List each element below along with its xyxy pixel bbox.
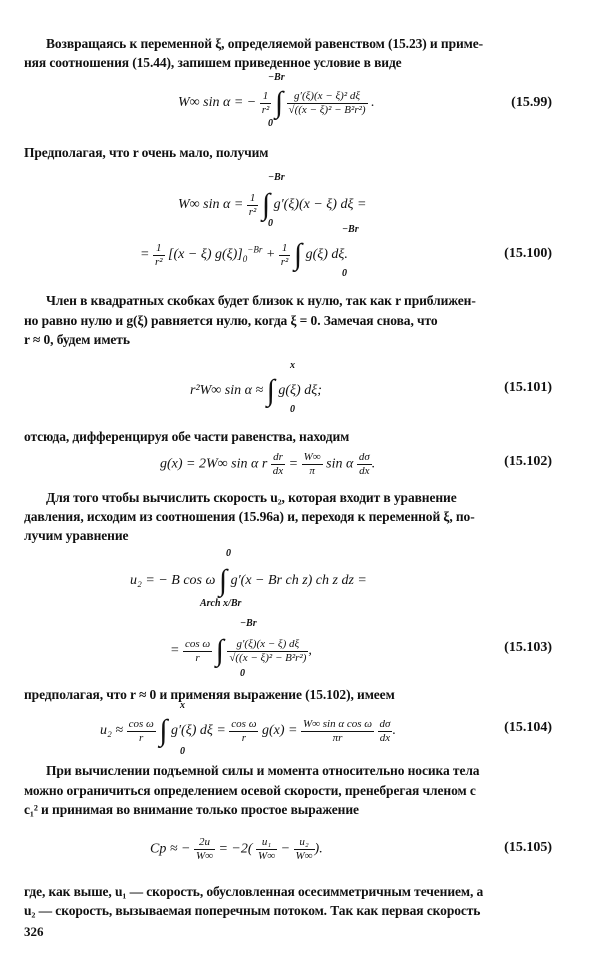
lower-limit: 0	[290, 404, 295, 415]
equation-number: (15.101)	[504, 380, 552, 395]
frac-bottom: W∞	[295, 850, 313, 862]
equation-number: (15.104)	[504, 720, 552, 735]
integral-sign: ∫	[218, 564, 228, 597]
eq-body: g′(ξ) dξ =	[170, 723, 226, 739]
eq-body: g′(x − Br ch z) ch z dz =	[230, 573, 367, 589]
eq-tail: ).	[314, 841, 323, 857]
equals-sign: =	[288, 456, 299, 472]
frac-bottom: r²	[280, 255, 289, 268]
integral-sign: ∫	[215, 634, 224, 667]
eq-body: [(x − ξ) g(ξ)]	[168, 247, 243, 263]
frac-top: g′(ξ)(x − ξ) dξ	[227, 638, 308, 652]
text-line: Член в квадратных скобках будет близок к нулю, так как r приближен-	[46, 293, 476, 308]
text-line: няя соотношения (15.44), запишем приведенное условие в виде	[24, 55, 402, 70]
eq-body: g(x) =	[261, 723, 298, 739]
frac-top: cos ω	[231, 717, 257, 730]
frac-bottom: dx	[272, 465, 284, 477]
text-line: можно ограничиться определением осевой скорости, пренебрегая членом с	[24, 783, 476, 798]
integral-sign: ∫	[274, 86, 284, 119]
equation-number: (15.105)	[504, 840, 552, 855]
frac-bottom: dx	[379, 731, 391, 744]
frac-top: g′(ξ)(x − ξ)² dξ	[287, 90, 368, 104]
integral-sign: ∫	[261, 188, 271, 221]
upper-limit: 0	[226, 548, 231, 559]
equation-number: (15.100)	[504, 246, 552, 261]
eq-lhs: u₂ ≈	[100, 723, 124, 739]
superscript: −Br	[247, 244, 263, 255]
minus-sign: −	[280, 841, 291, 857]
frac-bottom: W∞	[195, 850, 213, 862]
text-line: c₁² и принимая во внимание только простое выражение	[24, 802, 359, 817]
lower-limit: 0	[268, 218, 273, 229]
subscript: 0	[242, 254, 248, 265]
frac-top: 1	[247, 192, 259, 206]
eq-lhs: W∞ sin α = −	[178, 95, 257, 111]
frac-top: cos ω	[128, 717, 154, 730]
eq-lhs: Cp ≈ −	[150, 841, 191, 857]
frac-bottom: r²	[248, 205, 257, 218]
upper-limit: x	[290, 360, 295, 371]
frac-top: 1	[279, 242, 291, 256]
eq-lhs: g(x) = 2W∞ sin α r	[160, 456, 268, 472]
frac-top: dr	[271, 451, 285, 465]
lower-limit: 0	[240, 668, 245, 679]
text-line: лучим уравнение	[24, 528, 129, 543]
text-line: u₂ — скорость, вызываемая поперечным потоком. Так как первая скорость	[24, 903, 481, 918]
plus-sign: +	[265, 247, 276, 263]
frac-bottom: r	[241, 731, 247, 744]
eq-lhs: u₂ = − B cos ω	[130, 573, 216, 589]
equation-number: (15.102)	[504, 454, 552, 469]
frac-top: 1	[260, 90, 272, 104]
upper-limit: −Br	[268, 172, 285, 183]
eq-tail: .	[392, 723, 396, 739]
frac-bottom: r	[195, 651, 200, 664]
eq-body: g(ξ) dξ;	[278, 383, 322, 399]
frac-top: cos ω	[184, 637, 211, 650]
eq-body: g(ξ) dξ.	[305, 247, 348, 263]
lower-limit: 0	[180, 746, 185, 757]
frac-top: u₁	[256, 836, 277, 850]
frac-top: W∞ sin α cos ω	[302, 717, 373, 730]
frac-bottom: √((x − ξ)² − B²r²)	[288, 103, 366, 116]
frac-bottom: r	[139, 731, 144, 744]
frac-bottom: dx	[359, 465, 370, 477]
upper-limit: −Br	[240, 618, 257, 629]
frac-top: 1	[153, 242, 165, 256]
eq-lhs: r²W∞ sin α ≈	[190, 383, 264, 399]
frac-bottom: W∞	[258, 850, 276, 862]
upper-limit: x	[180, 700, 185, 711]
text-line: где, как выше, u₁ — скорость, обусловленная осесимметричным течением, а	[24, 884, 484, 899]
text-line: Возвращаясь к переменной ξ, определяемой равенством (15.23) и приме-	[46, 36, 484, 51]
page-number: 326	[24, 924, 44, 939]
eq-lhs: =	[140, 247, 150, 263]
frac-top: dσ	[379, 717, 391, 730]
frac-bottom: π	[309, 465, 315, 477]
paragraph-6: предполагая, что r ≈ 0 и применяя выражение (15.102), имеем	[24, 687, 395, 702]
eq-body: sin α	[326, 456, 354, 472]
eq-body: g′(ξ)(x − ξ) dξ =	[273, 197, 367, 213]
eq-tail: ,	[308, 643, 312, 659]
frac-top: u₂	[294, 836, 315, 850]
frac-bottom: r²	[154, 255, 163, 268]
upper-limit: −Br	[268, 72, 285, 83]
equation-number: (15.103)	[504, 640, 552, 655]
paragraph-4: отсюда, дифференцируя обе части равенства, находим	[24, 429, 350, 444]
eq-lhs: =	[170, 643, 180, 659]
eq-tail: .	[371, 95, 375, 111]
eq-tail: .	[371, 456, 376, 472]
text-line: давления, исходим из соотношения (15.96а) и, переходя к переменной ξ, по-	[24, 509, 475, 524]
lower-limit: Arch x/Br	[200, 598, 242, 609]
frac-bottom: πr	[332, 731, 343, 744]
frac-bottom: r²	[261, 103, 270, 116]
frac-top: 2u	[194, 836, 215, 850]
eq-lhs: W∞ sin α =	[178, 197, 244, 213]
integral-sign: ∫	[293, 238, 303, 271]
upper-limit: −Br	[342, 224, 359, 235]
text-line: Для того чтобы вычислить скорость u₂, которая входит в уравнение	[46, 490, 457, 505]
text-line: но равно нулю и g(ξ) равняется нулю, когда ξ = 0. Замечая снова, что	[24, 313, 438, 328]
paragraph-2: Предполагая, что r очень мало, получим	[24, 145, 269, 160]
lower-limit: 0	[342, 268, 347, 279]
equation-number: (15.99)	[511, 95, 552, 110]
integral-sign: ∫	[266, 374, 275, 407]
text-line: При вычислении подъемной силы и момента относительно носика тела	[46, 763, 480, 778]
frac-top: W∞	[303, 451, 321, 463]
eq-body: = −2(	[218, 841, 253, 857]
integral-sign: ∫	[159, 714, 168, 747]
lower-limit: 0	[268, 118, 273, 129]
frac-top: dσ	[358, 451, 370, 463]
text-line: r ≈ 0, будем иметь	[24, 332, 130, 347]
frac-bottom: √((x − ξ)² − B²r²)	[229, 651, 307, 664]
